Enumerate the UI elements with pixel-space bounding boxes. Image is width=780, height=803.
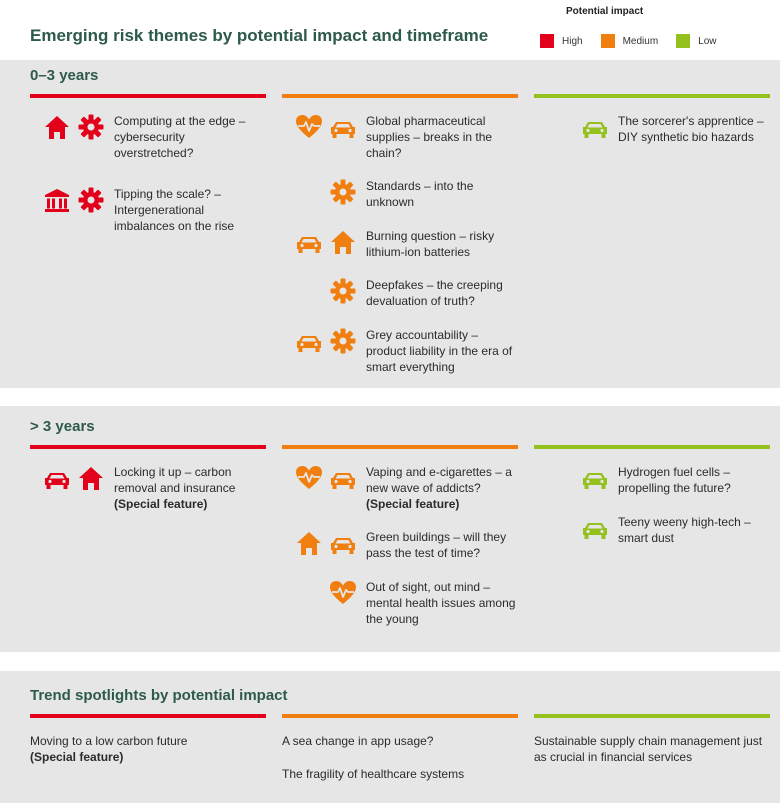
car-icon	[581, 514, 609, 542]
legend-title: Potential impact	[566, 6, 644, 17]
section-0-3-years	[0, 60, 780, 388]
section-title: 0–3 years	[30, 67, 99, 84]
risk-item-title: Vaping and e-cigarettes – a new wave of addicts?	[366, 465, 512, 495]
car-icon	[581, 464, 609, 492]
gear-icon	[329, 178, 357, 206]
risk-item-text	[114, 464, 266, 512]
page-title: Emerging risk themes by potential impact and timeframe	[30, 26, 489, 45]
legend-swatch-medium	[601, 34, 615, 48]
spotlight-item: The fragility of healthcare systems	[282, 767, 465, 781]
bank-icon	[43, 186, 71, 214]
impact-bar-low	[534, 714, 770, 718]
car-icon	[295, 327, 323, 355]
gear-icon	[329, 327, 357, 355]
section-trend-spotlights	[0, 671, 780, 803]
impact-bar-high	[30, 714, 266, 718]
section-title: > 3 years	[30, 418, 95, 435]
legend-item-medium	[601, 34, 659, 48]
section-over-3-years	[0, 406, 780, 652]
house-icon	[43, 113, 71, 141]
risk-item-title: Locking it up – carbon removal and insurance	[114, 465, 236, 495]
section-title: Trend spotlights by potential impact	[30, 687, 288, 704]
risk-item-text: Global pharmaceutical supplies – breaks in the chain?	[366, 114, 493, 160]
legend-item-high	[540, 34, 583, 48]
impact-bar-medium	[282, 714, 518, 718]
gear-icon	[329, 277, 357, 305]
car-icon	[329, 464, 357, 492]
heart-pulse-icon	[295, 464, 323, 492]
gear-icon	[77, 186, 105, 214]
impact-bar-high	[30, 445, 266, 449]
legend-label-medium: Medium	[622, 35, 659, 47]
special-feature-label: (Special feature)	[366, 497, 460, 511]
risk-item-text: Deepfakes – the creeping devaluation of truth?	[366, 278, 503, 308]
car-icon	[329, 529, 357, 557]
car-icon	[581, 113, 609, 141]
house-icon	[77, 464, 105, 492]
risk-item-text: Burning question – risky lithium-ion batteries	[366, 229, 495, 259]
risk-item-text: Out of sight, out mind – mental health issues among the young	[366, 580, 516, 626]
special-feature-label: (Special feature)	[30, 750, 124, 764]
house-icon	[329, 228, 357, 256]
legend-label-low: Low	[698, 35, 717, 47]
risk-item-text: Green buildings – will they pass the test of time?	[366, 530, 507, 560]
house-icon	[295, 529, 323, 557]
spotlight-item	[30, 733, 266, 765]
risk-item-text	[366, 464, 518, 512]
risk-item-text: The sorcerer's apprentice – DIY synthetic bio hazards	[618, 114, 764, 144]
impact-bar-high	[30, 94, 266, 98]
risk-item-text: Computing at the edge – cybersecurity overstretched?	[114, 114, 246, 160]
gear-icon	[77, 113, 105, 141]
spotlight-item: Sustainable supply chain management just as crucial in financial services	[534, 734, 763, 764]
spotlight-item-title: Moving to a low carbon future	[30, 734, 188, 748]
risk-item-text: Teeny weeny high-tech – smart dust	[618, 515, 751, 545]
heart-pulse-icon	[329, 579, 357, 607]
risk-item-text: Grey accountability – product liability in the era of smart everything	[366, 328, 513, 374]
risk-item-text: Tipping the scale? – Intergenerational imbalances on the rise	[114, 187, 235, 233]
impact-bar-low	[534, 94, 770, 98]
legend-item-low	[676, 34, 716, 48]
car-icon	[329, 113, 357, 141]
legend-swatch-high	[540, 34, 554, 48]
legend-swatch-low	[676, 34, 690, 48]
heart-pulse-icon	[295, 113, 323, 141]
impact-bar-medium	[282, 445, 518, 449]
risk-item-text: Standards – into the unknown	[366, 179, 474, 209]
car-icon	[43, 464, 71, 492]
car-icon	[295, 228, 323, 256]
impact-bar-medium	[282, 94, 518, 98]
legend-label-high: High	[562, 35, 583, 47]
legend	[540, 34, 717, 48]
impact-bar-low	[534, 445, 770, 449]
spotlight-item: A sea change in app usage?	[282, 734, 434, 748]
special-feature-label: (Special feature)	[114, 497, 208, 511]
risk-item-text: Hydrogen fuel cells – propelling the future?	[618, 465, 731, 495]
